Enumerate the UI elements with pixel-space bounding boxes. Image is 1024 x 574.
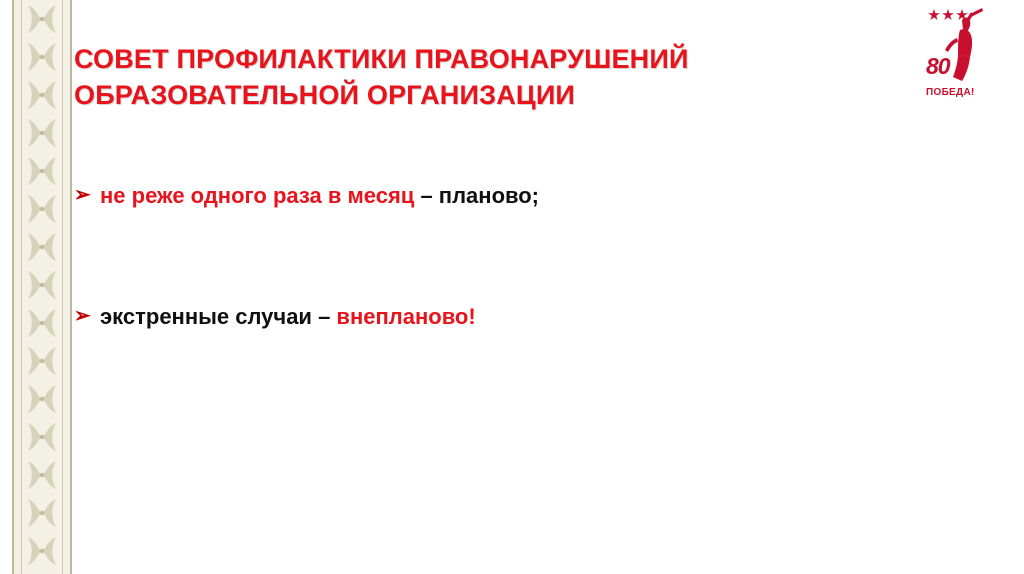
bullet-list xyxy=(74,182,934,331)
list-item-plain: – планово; xyxy=(414,183,540,208)
ornament-motif xyxy=(25,192,59,226)
ornament-motif xyxy=(25,268,59,302)
list-item-text xyxy=(100,182,934,211)
arrow-bullet-icon: ➢ xyxy=(74,304,91,327)
ornament-inner-line-right xyxy=(62,0,63,574)
arrow-bullet-icon: ➢ xyxy=(74,184,91,206)
ornament-motif xyxy=(25,458,59,492)
ornament-motif-group xyxy=(23,0,61,574)
list-item-plain: экстренные случаи – xyxy=(100,303,337,329)
victory-anniversary-emblem xyxy=(924,6,1002,102)
ornament-motif xyxy=(25,230,59,264)
ornament-motif xyxy=(25,420,59,454)
ornament-inner-line-left xyxy=(21,0,22,574)
ornament-motif xyxy=(25,306,59,340)
ornament-motif xyxy=(25,496,59,530)
page-title: СОВЕТ ПРОФИЛАКТИКИ ПРАВОНАРУШЕНИЙ ОБРАЗОВАТЕЛЬНОЙ ОРГАНИЗАЦИИ xyxy=(74,44,689,110)
ornament-motif xyxy=(25,534,59,568)
list-item xyxy=(74,182,934,211)
list-item-text xyxy=(100,303,934,332)
ornament-motif xyxy=(25,78,59,112)
ornament-motif xyxy=(25,40,59,74)
anniversary-number: 80 xyxy=(926,53,950,79)
ornament-motif xyxy=(25,2,59,36)
ornament-motif xyxy=(25,116,59,150)
ornament-motif xyxy=(25,154,59,188)
ornament-motif xyxy=(25,382,59,416)
anniversary-caption: ПОБЕДА! xyxy=(926,87,975,98)
decorative-ornament-band xyxy=(12,0,72,574)
ornament-motif xyxy=(25,344,59,378)
list-item xyxy=(74,303,934,332)
list-item-highlight: не реже одного раза в месяц xyxy=(100,183,415,208)
list-item-highlight: внепланово! xyxy=(336,303,476,329)
